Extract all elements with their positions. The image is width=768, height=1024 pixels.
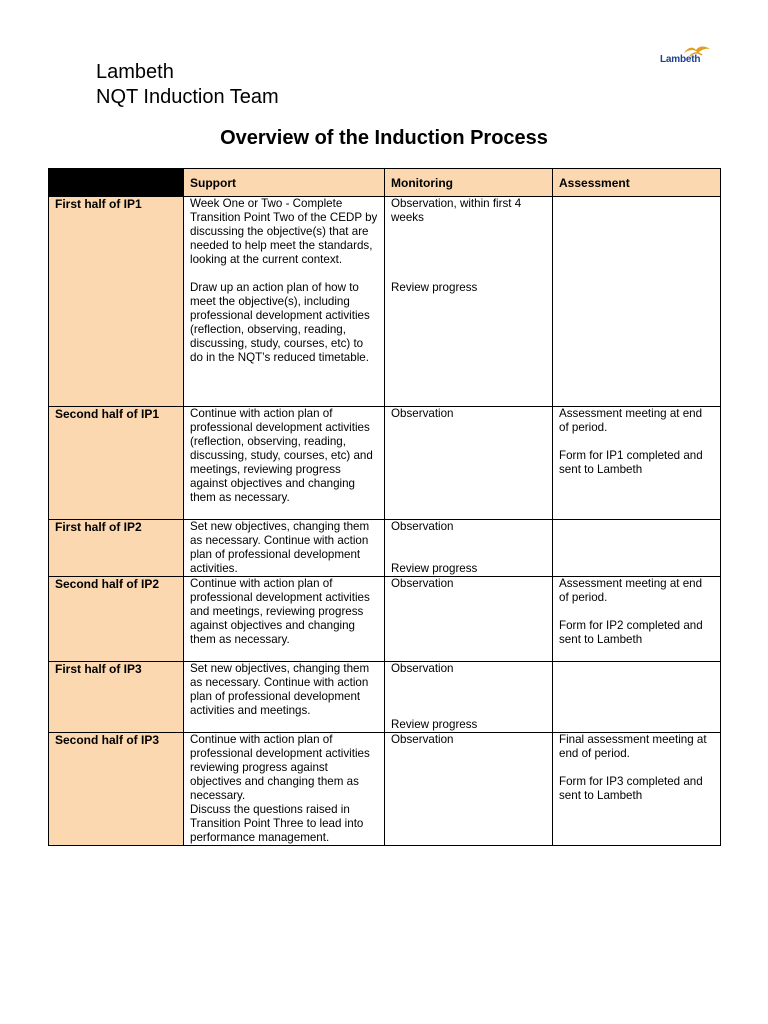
monitoring-text: Observation <box>391 577 454 590</box>
assessment-text: Assessment meeting at end of period. <box>559 577 703 604</box>
monitoring-cell <box>385 407 553 520</box>
monitoring-cell <box>385 662 553 733</box>
logo-text: Lambeth <box>660 54 701 65</box>
table-row <box>49 520 721 577</box>
support-cell <box>184 577 385 662</box>
table-row <box>49 407 721 520</box>
support-cell <box>184 520 385 577</box>
support-cell <box>184 197 385 407</box>
page-title: Overview of the Induction Process <box>220 127 548 149</box>
assessment-cell <box>553 733 721 846</box>
column-header-blank <box>49 169 184 197</box>
support-cell <box>184 407 385 520</box>
monitoring-text: Observation <box>391 733 454 746</box>
monitoring-text: Observation, within first 4 weeks <box>391 197 522 224</box>
row-label: Second half of IP2 <box>49 577 184 662</box>
monitoring-cell <box>385 733 553 846</box>
monitoring-cell <box>385 197 553 407</box>
lambeth-logo <box>656 44 712 68</box>
table-row <box>49 733 721 846</box>
row-label: First half of IP2 <box>49 520 184 577</box>
row-label: First half of IP1 <box>49 197 184 407</box>
assessment-cell <box>553 197 721 407</box>
org-line-2: NQT Induction Team <box>96 86 279 108</box>
support-cell <box>184 662 385 733</box>
assessment-text: Form for IP3 completed and sent to Lambeth <box>559 775 703 802</box>
column-header-assessment: Assessment <box>553 169 721 197</box>
assessment-text: Form for IP2 completed and sent to Lambeth <box>559 619 703 646</box>
support-text: Set new objectives, changing them as necessary. Continue with action plan of professional development activities. <box>190 520 370 575</box>
column-header-support: Support <box>184 169 385 197</box>
support-cell <box>184 733 385 846</box>
induction-overview-table <box>48 168 721 846</box>
support-text: Week One or Two - Complete Transition Point Two of the CEDP by discussing the objective(s) that are needed to help meet the standards, looking at the current context. <box>190 197 378 266</box>
assessment-cell <box>553 577 721 662</box>
assessment-cell <box>553 520 721 577</box>
assessment-text: Final assessment meeting at end of period. <box>559 733 707 760</box>
assessment-text: Assessment meeting at end of period. <box>559 407 703 434</box>
assessment-text: Form for IP1 completed and sent to Lambeth <box>559 449 703 476</box>
monitoring-text: Observation <box>391 407 454 420</box>
table-row <box>49 197 721 407</box>
monitoring-text: Review progress <box>391 281 478 294</box>
monitoring-text: Review progress <box>391 718 478 731</box>
support-text: Draw up an action plan of how to meet the objective(s), including professional development activities (reflection, observing, reading, discussing, study, courses, etc) to do in the NQT’s reduced timetable. <box>190 281 370 364</box>
support-text: Continue with action plan of professional development activities (reflection, observing, reading, discussing, study, courses, etc) and meetings, reviewing progress against objectives and changing them as necessary. <box>190 407 373 504</box>
column-header-monitoring: Monitoring <box>385 169 553 197</box>
table-row <box>49 577 721 662</box>
support-text: Continue with action plan of professional development activities and meetings, reviewing progress against objectives and changing them as necessary. <box>190 577 370 646</box>
table-row <box>49 662 721 733</box>
monitoring-text: Observation <box>391 520 454 533</box>
assessment-cell <box>553 407 721 520</box>
org-line-1: Lambeth <box>96 61 174 83</box>
row-label: First half of IP3 <box>49 662 184 733</box>
table-header-row <box>49 169 721 197</box>
monitoring-cell <box>385 520 553 577</box>
organisation-name <box>96 60 279 110</box>
monitoring-text: Review progress <box>391 562 478 575</box>
support-text: Continue with action plan of professional development activities reviewing progress against objectives and changing them as necessary. <box>190 733 370 802</box>
row-label: Second half of IP1 <box>49 407 184 520</box>
row-label: Second half of IP3 <box>49 733 184 846</box>
assessment-cell <box>553 662 721 733</box>
support-text: Set new objectives, changing them as necessary. Continue with action plan of professional development activities and meetings. <box>190 662 370 717</box>
monitoring-text: Observation <box>391 662 454 675</box>
support-text: Discuss the questions raised in Transition Point Three to lead into performance management. <box>190 803 364 844</box>
monitoring-cell <box>385 577 553 662</box>
